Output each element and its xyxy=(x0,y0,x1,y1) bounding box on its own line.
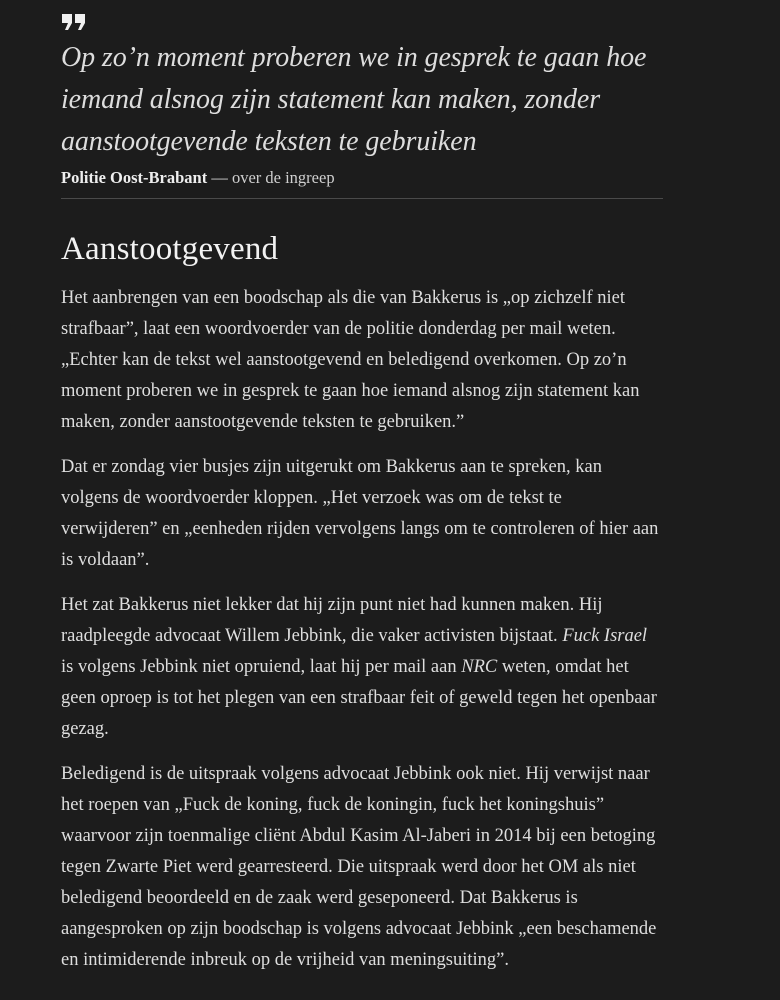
quote-mark-icon xyxy=(62,14,86,30)
emphasis-text: NRC xyxy=(461,657,498,677)
article-body xyxy=(61,14,663,976)
pullquote-text: Op zo’n moment proberen we in gesprek te gaan hoe iemand alsnog zijn statement kan maken, zonder aanstootgevende teksten te gebruiken xyxy=(61,42,647,157)
pullquote-attribution xyxy=(61,167,663,199)
paragraph: Het aanbrengen van een boodschap als die van Bakkerus is „op zichzelf niet strafbaar”, laat een woordvoerder van de politie donderdag per mail weten. „Echter kan de tekst wel aanstootgevend en beledigend overkomen. Op zo’n moment proberen we in gesprek te gaan hoe iemand alsnog zijn statement kan maken, zonder aanstootgevende teksten te gebruiken.” xyxy=(61,288,640,432)
paragraph-text: weten, omdat het geen oproep is tot het plegen van een strafbaar feit of geweld tegen het openbaar gezag. xyxy=(61,657,657,739)
paragraph-text: is volgens Jebbink niet opruiend, laat hij per mail aan xyxy=(61,657,462,677)
pullquote-context: — over de ingreep xyxy=(207,168,335,187)
pullquote xyxy=(61,14,663,199)
pullquote-source: Politie Oost-Brabant xyxy=(61,168,208,187)
paragraph: Dat er zondag vier busjes zijn uitgerukt om Bakkerus aan te spreken, kan volgens de woordvoerder kloppen. „Het verzoek was om de tekst te verwijderen” en „eenheden rijden vervolgens langs om te controleren of hier aan is voldaan”. xyxy=(61,457,659,570)
emphasis-text: Fuck Israel xyxy=(562,626,648,646)
paragraph xyxy=(61,590,663,745)
section-heading: Aanstootgevend xyxy=(61,231,279,267)
paragraph: Beledigend is de uitspraak volgens advocaat Jebbink ook niet. Hij verwijst naar het roepen van „Fuck de koning, fuck de koningin, fuck het koningshuis” waarvoor zijn toenmalige cliënt Abdul Kasim Al-Jaberi in 2014 bij een betoging tegen Zwarte Piet werd gearresteerd. Die uitspraak werd door het OM als niet beledigend beoordeeld en de zaak werd geseponeerd. Dat Bakkerus is aangesproken op zijn boodschap is volgens advocaat Jebbink „een beschamende en intimiderende inbreuk op de vrijheid van meningsuiting”. xyxy=(61,764,657,970)
paragraph-text: Het zat Bakkerus niet lekker dat hij zijn punt niet had kunnen maken. Hij raadpleegde advocaat Willem Jebbink, die vaker activisten bijstaat. xyxy=(61,595,603,646)
